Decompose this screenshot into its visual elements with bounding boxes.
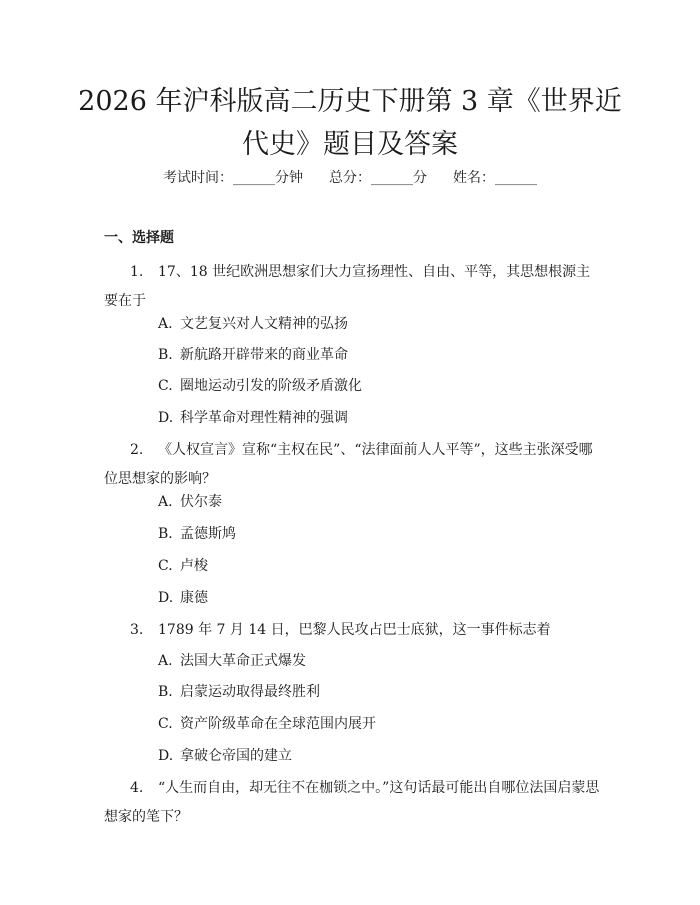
total-score-field: 总分：______分 bbox=[329, 170, 427, 186]
option-2b bbox=[158, 524, 236, 544]
option-3d bbox=[158, 746, 292, 766]
option-1b bbox=[158, 345, 348, 365]
option-text: 卢梭 bbox=[180, 558, 208, 574]
question-number: 3. bbox=[130, 622, 144, 638]
question-text: “人生而自由，却无往不在枷锁之中。”这句话最可能出自哪位法国启蒙思想家的笔下？ bbox=[104, 780, 600, 825]
exam-info bbox=[0, 168, 700, 188]
option-text: 启蒙运动取得最终胜利 bbox=[180, 684, 320, 700]
option-text: 法国大革命正式爆发 bbox=[180, 653, 306, 669]
exam-time-field: 考试时间：______分钟 bbox=[163, 170, 303, 186]
student-name-field: 姓名：______ bbox=[453, 170, 537, 186]
question-text: 《人权宣言》宣称“主权在民”、“法律面前人人平等”，这些主张深受哪位思想家的影响？ bbox=[104, 442, 593, 487]
option-text: 康德 bbox=[180, 590, 208, 606]
option-3a bbox=[158, 651, 306, 671]
option-text: 新航路开辟带来的商业革命 bbox=[180, 347, 348, 363]
option-1a bbox=[158, 314, 348, 334]
option-letter: B. bbox=[158, 347, 173, 363]
option-3b bbox=[158, 682, 320, 702]
section-heading: 一、选择题 bbox=[104, 230, 174, 246]
question-text: 17、18 世纪欧洲思想家们大力宣扬理性、自由、平等，其思想根源主要在于 bbox=[104, 264, 591, 309]
option-2c bbox=[158, 556, 208, 576]
question-number: 4. bbox=[130, 780, 144, 796]
option-text: 资产阶级革命在全球范围内展开 bbox=[180, 716, 376, 732]
option-text: 科学革命对理性精神的强调 bbox=[180, 410, 348, 426]
option-letter: C. bbox=[158, 378, 173, 394]
option-letter: C. bbox=[158, 716, 173, 732]
question-number: 1. bbox=[130, 264, 144, 280]
question-text: 1789 年 7 月 14 日，巴黎人民攻占巴士底狱，这一事件标志着 bbox=[158, 622, 551, 638]
option-letter: A. bbox=[158, 494, 173, 510]
option-letter: C. bbox=[158, 558, 173, 574]
option-letter: B. bbox=[158, 684, 173, 700]
question-1 bbox=[104, 258, 604, 316]
question-4 bbox=[104, 774, 604, 832]
question-2 bbox=[104, 436, 604, 494]
question-number: 2. bbox=[130, 442, 144, 458]
option-3c bbox=[158, 714, 376, 734]
option-letter: D. bbox=[158, 748, 174, 764]
option-letter: D. bbox=[158, 590, 174, 606]
title-line-2: 代史》题目及答案 bbox=[242, 129, 458, 160]
document-title bbox=[60, 80, 640, 166]
option-text: 拿破仑帝国的建立 bbox=[180, 748, 292, 764]
option-text: 伏尔泰 bbox=[180, 494, 222, 510]
title-line-1: 2026 年沪科版高二历史下册第 3 章《世界近 bbox=[78, 86, 622, 117]
option-text: 圈地运动引发的阶级矛盾激化 bbox=[180, 378, 362, 394]
option-2a bbox=[158, 492, 222, 512]
option-2d bbox=[158, 588, 208, 608]
option-text: 文艺复兴对人文精神的弘扬 bbox=[180, 316, 348, 332]
option-letter: B. bbox=[158, 526, 173, 542]
question-3 bbox=[104, 616, 604, 645]
option-1c bbox=[158, 376, 362, 396]
option-text: 孟德斯鸠 bbox=[180, 526, 236, 542]
option-1d bbox=[158, 408, 348, 428]
option-letter: D. bbox=[158, 410, 174, 426]
option-letter: A. bbox=[158, 653, 173, 669]
option-letter: A. bbox=[158, 316, 173, 332]
